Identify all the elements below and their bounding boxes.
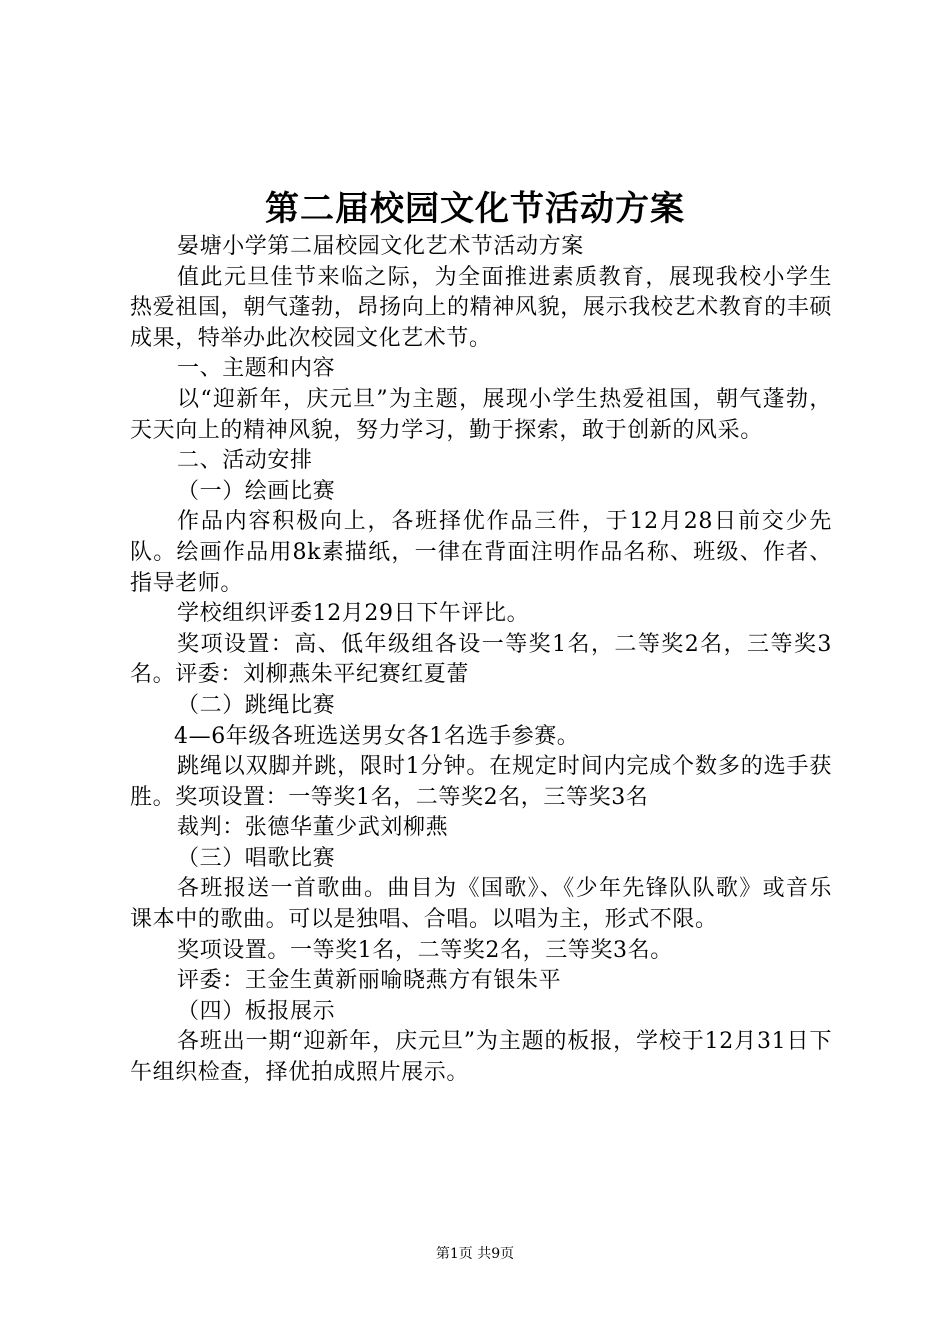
singing-judges-paragraph: 评委：王金生黄新丽喻晓燕方有银朱平 [177, 968, 562, 994]
blackboard-paragraph: 各班出一期“迎新年，庆元旦”为主题的板报，学校于12月31日下午组织检查，择优拍成照片展示。 [130, 1029, 832, 1086]
subheading-rope-skipping: （二）跳绳比赛 [177, 692, 336, 718]
subtitle-paragraph: 晏塘小学第二届校园文化艺术节活动方案 [177, 234, 584, 259]
rope-skipping-entry-paragraph: 4—6年级各班选送男女各1名选手参赛。 [174, 723, 580, 749]
theme-paragraph: 以“迎新年，庆元旦”为主题，展现小学生热爱祖国，朝气蓬勃，天天向上的精神风貌，努力学习，勤于探索，敢于创新的风采。 [130, 386, 832, 443]
subheading-blackboard: （四）板报展示 [177, 998, 336, 1024]
page-number-footer: 第1页 共9页 [435, 1246, 515, 1262]
drawing-paragraph: 作品内容积极向上，各班择优作品三件，于12月28日前交少先队。绘画作品用8k素描纸，一律在背面注明作品名称、班级、作者、指导老师。 [130, 509, 832, 596]
singing-paragraph: 各班报送一首歌曲。曲目为《国歌》、《少年先锋队队歌》或音乐课本中的歌曲。可以是独唱、合唱。以唱为主，形式不限。 [130, 876, 832, 933]
document-body [130, 232, 832, 1089]
section-heading-theme: 一、主题和内容 [177, 356, 336, 382]
drawing-judging-paragraph: 学校组织评委12月29日下午评比。 [177, 601, 530, 627]
drawing-awards-paragraph: 奖项设置：高、低年级组各设一等奖1名，二等奖2名，三等奖3名。评委：刘柳燕朱平纪赛红夏蕾 [130, 631, 832, 688]
intro-paragraph: 值此元旦佳节来临之际，为全面推进素质教育，展现我校小学生热爱祖国，朝气蓬勃，昂扬向上的精神风貌，展示我校艺术教育的丰硕成果，特举办此次校园文化艺术节。 [130, 264, 832, 351]
subheading-singing: （三）唱歌比赛 [177, 845, 336, 871]
singing-awards-paragraph: 奖项设置。一等奖1名，二等奖2名，三等奖3名。 [177, 937, 673, 963]
rope-skipping-referees-paragraph: 裁判：张德华董少武刘柳燕 [177, 815, 449, 841]
document-title: 第二届校园文化节活动方案 [265, 189, 685, 229]
rope-skipping-rules-paragraph: 跳绳以双脚并跳，限时1分钟。在规定时间内完成个数多的选手获胜。奖项设置：一等奖1名，二等奖2名，三等奖3名 [130, 754, 832, 810]
section-heading-schedule: 二、活动安排 [177, 448, 313, 474]
subheading-drawing: （一）绘画比赛 [177, 478, 336, 504]
